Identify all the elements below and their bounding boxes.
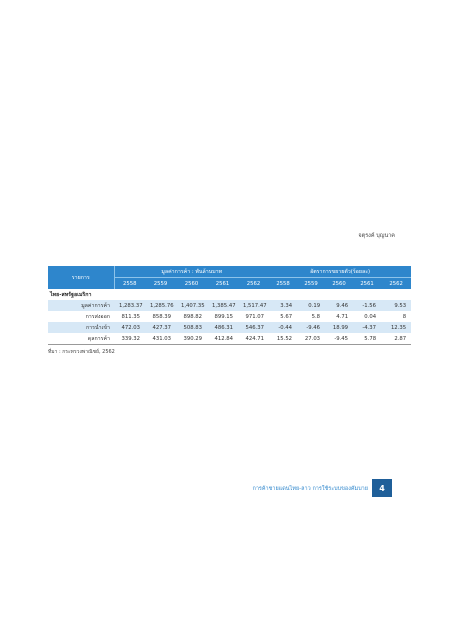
- value-cell: 1,285.76: [145, 300, 176, 311]
- rate-cell: 4.71: [336, 313, 349, 320]
- value-cell: 811.35: [121, 313, 140, 320]
- year-header-value: 2559: [145, 278, 176, 290]
- page-number: 4: [372, 479, 392, 497]
- source-note: ที่มา : กระทรวงพาณิชย์, 2562: [48, 349, 115, 355]
- rate-cell: 15.52: [269, 333, 297, 345]
- rate-cell: 8: [402, 313, 407, 320]
- value-cell: 899.15: [214, 313, 233, 320]
- rate-cell: 9.53: [381, 300, 411, 311]
- year-header-rate: 2561: [353, 278, 381, 290]
- row-label: ดุลการค้า: [48, 333, 114, 345]
- rate-cell: -0.44: [269, 322, 297, 333]
- rate-cell: 27.03: [297, 333, 325, 345]
- value-cell: 427.37: [145, 322, 176, 333]
- rate-cell: -9.45: [325, 333, 353, 345]
- value-cell: 898.82: [183, 313, 202, 320]
- value-cell: 486.31: [207, 322, 238, 333]
- value-cell: 390.29: [176, 333, 207, 345]
- value-cell: 339.32: [114, 333, 145, 345]
- row-label: มูลค่าการค้า: [48, 300, 114, 311]
- rate-cell: 9.46: [325, 300, 353, 311]
- table-row: [48, 322, 411, 333]
- value-group-header: มูลค่าการค้า : พันล้านบาท: [114, 266, 269, 278]
- year-header-rate: 2558: [269, 278, 297, 290]
- row-label: การนำเข้า: [48, 322, 114, 333]
- row-label: การส่งออก: [85, 313, 110, 320]
- trade-table: [48, 266, 411, 345]
- table-row: [48, 333, 411, 345]
- rate-cell: 12.35: [381, 322, 411, 333]
- value-cell: 472.03: [114, 322, 145, 333]
- value-cell: 412.84: [207, 333, 238, 345]
- year-header-rate: 2560: [325, 278, 353, 290]
- rate-group-header: อัตราการขยายตัว(ร้อยละ): [269, 266, 411, 278]
- rate-cell: 5.78: [353, 333, 381, 345]
- rate-cell: 0.19: [297, 300, 325, 311]
- author-note: จตุรงค์ บุญนาค: [358, 233, 395, 239]
- rate-cell: -1.56: [353, 300, 381, 311]
- year-header-value: 2561: [207, 278, 238, 290]
- item-column-header: รายการ: [48, 266, 114, 289]
- year-header-value: 2562: [238, 278, 269, 290]
- table-row: [48, 311, 411, 322]
- rate-cell: 5.8: [311, 313, 321, 320]
- value-cell: 508.83: [176, 322, 207, 333]
- rate-cell: 3.34: [269, 300, 297, 311]
- section-label: ไทย-สหรัฐอเมริกา: [50, 291, 92, 298]
- year-header-rate: 2562: [381, 278, 411, 290]
- value-cell: 546.37: [238, 322, 269, 333]
- rate-cell: 18.99: [325, 322, 353, 333]
- rate-cell: 2.87: [381, 333, 411, 345]
- rate-cell: 0.04: [364, 313, 377, 320]
- value-cell: 971.07: [245, 313, 265, 320]
- rate-cell: 5.67: [280, 313, 293, 320]
- table-body: [48, 289, 411, 345]
- footer-title: การค้าชายแดนไทย-ลาว การใช้ระบบของคัมบาย: [252, 486, 368, 492]
- value-cell: 1,407.35: [176, 300, 207, 311]
- value-cell: 858.39: [152, 313, 171, 320]
- year-header-rate: 2559: [297, 278, 325, 290]
- value-cell: 1,283.37: [114, 300, 145, 311]
- value-cell: 424.71: [238, 333, 269, 345]
- table-row: [48, 300, 411, 311]
- value-cell: 431.03: [145, 333, 176, 345]
- rate-cell: -9.46: [297, 322, 325, 333]
- value-cell: 1,517.47: [238, 300, 269, 311]
- rate-cell: -4.37: [353, 322, 381, 333]
- year-header-value: 2560: [176, 278, 207, 290]
- year-header-value: 2558: [114, 278, 145, 290]
- value-cell: 1,385.47: [207, 300, 238, 311]
